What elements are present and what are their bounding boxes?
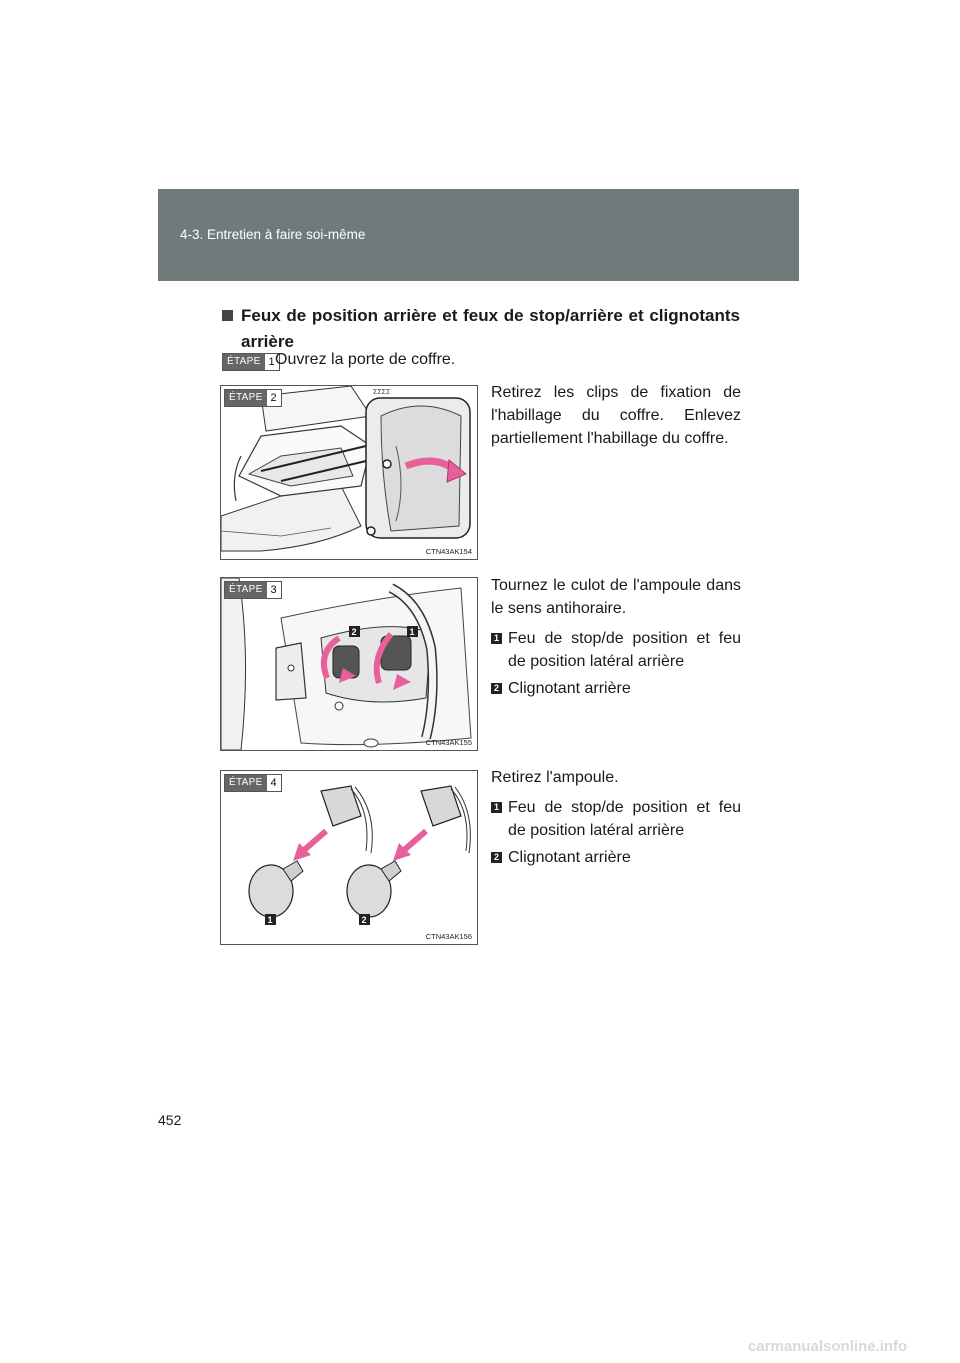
svg-text:carmanualsonline.info: carmanualsonline.info	[748, 1338, 908, 1355]
step-3-badge	[224, 581, 282, 599]
step-number: 4	[270, 777, 277, 789]
step-4-item-1	[491, 796, 741, 842]
section-title: 4-3. Entretien à faire soi-même	[180, 227, 366, 242]
step-2-text: Retirez les clips de fixation de l'habillage du coffre. Enlevez partiellement l'habillage du coffre.	[491, 384, 741, 447]
step-number: 2	[270, 392, 277, 404]
section-heading	[222, 303, 740, 355]
step-4-badge	[224, 774, 282, 792]
step-1-badge	[222, 353, 280, 371]
item-text: Feu de stop/de position et feu de position latéral arrière	[508, 799, 741, 839]
trunk-illustration	[221, 386, 477, 559]
item-marker: 2	[491, 852, 502, 863]
step-label: ÉTAPE	[225, 775, 267, 791]
step-2-badge	[224, 389, 282, 407]
step-1-text: Ouvrez la porte de coffre.	[275, 351, 456, 368]
svg-text:1: 1	[409, 627, 415, 637]
step-2-figure	[220, 385, 478, 560]
svg-text:2: 2	[361, 915, 367, 925]
item-text: Clignotant arrière	[508, 849, 631, 866]
watermark-logo	[740, 1334, 960, 1358]
heading-text: Feux de position arrière et feux de stop/arrière et clignotants arrière	[241, 306, 740, 351]
step-3-figure	[220, 577, 478, 751]
figure-code: CTN43AK156	[425, 932, 472, 941]
svg-text:ΣΣΣΣ: ΣΣΣΣ	[373, 389, 391, 396]
step-number: 3	[270, 584, 277, 596]
chapter-header	[158, 189, 799, 281]
step-3-text: Tournez le culot de l'ampoule dans le sens antihoraire.	[491, 577, 741, 617]
item-marker: 1	[491, 633, 502, 644]
page-number: 452	[158, 1112, 182, 1128]
step-3-item-2	[491, 677, 741, 700]
square-bullet-icon	[222, 310, 233, 321]
item-text: Clignotant arrière	[508, 680, 631, 697]
step-label: ÉTAPE	[223, 354, 265, 370]
svg-text:2: 2	[351, 627, 357, 637]
step-label: ÉTAPE	[225, 582, 267, 598]
step-4-item-2	[491, 846, 741, 869]
item-text: Feu de stop/de position et feu de position latéral arrière	[508, 630, 741, 670]
bulb-removal-illustration	[221, 771, 477, 944]
step-3-item-1	[491, 627, 741, 673]
figure-code: CTN43AK155	[425, 738, 472, 747]
bulb-socket-illustration	[221, 578, 477, 750]
step-4-text: Retirez l'ampoule.	[491, 769, 619, 786]
svg-text:1: 1	[267, 915, 273, 925]
item-marker: 1	[491, 802, 502, 813]
figure-code: CTN43AK154	[425, 547, 472, 556]
step-4-figure	[220, 770, 478, 945]
step-number: 1	[268, 356, 275, 368]
step-label: ÉTAPE	[225, 390, 267, 406]
item-marker: 2	[491, 683, 502, 694]
